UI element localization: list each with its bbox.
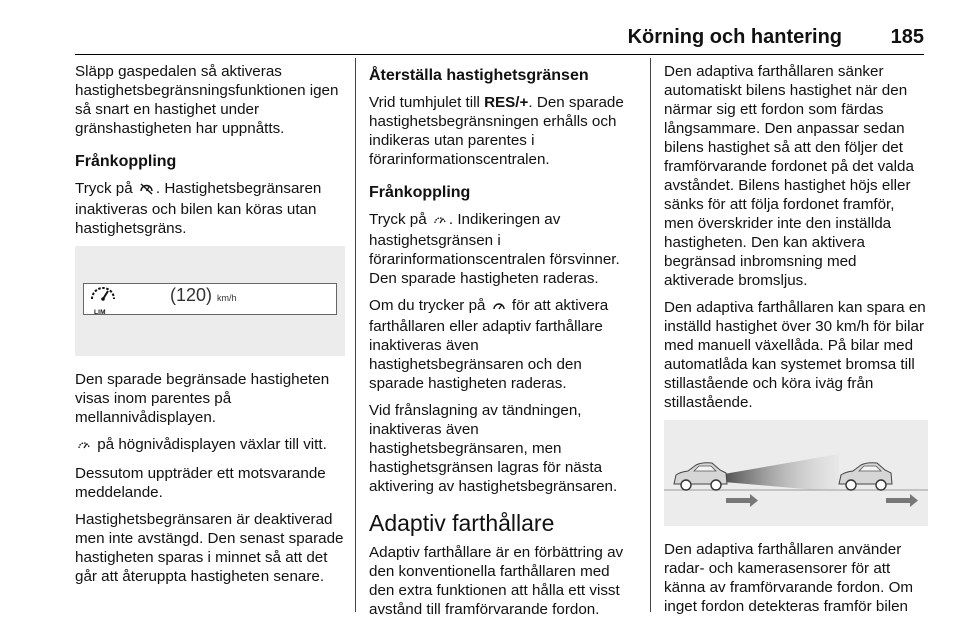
direction-arrow-icon [726, 494, 758, 507]
text: Tryck på [75, 180, 137, 197]
page-number: 185 [890, 26, 924, 48]
paragraph: Den adaptiva farthållaren använder radar- och kamerasensorer för att känna av framförvarande fordon. Om inget fordon detekteras framför bilen [664, 541, 914, 615]
paragraph: Den adaptiva farthållaren sänker automatiskt bilens hastighet när den närmar sig ett fordon som färdas långsammare. Den anpassar sedan bilens hastighet så att den följer det framförvarande fordonet på det valda avståndet. Bilens hastighet höjs eller sänks för att följa fordonet framför, men överskrider inte den inställda hastigheten. Den kan aktivera begränsad inbromsning med aktiverade bromsljus. [664, 63, 914, 289]
text: Vrid tumhjulet till [369, 94, 485, 111]
car-following-illustration [664, 420, 928, 526]
speed-limiter-symbol-icon [433, 212, 447, 231]
column-3 [664, 62, 928, 624]
paragraph [369, 93, 634, 169]
cruise-control-icon [492, 298, 506, 317]
paragraph: Släpp gaspedalen så aktiveras hastighetsbegränsningsfunktionen igen så snart en hastighet under gränshastigheten har uppnåtts. [75, 63, 339, 137]
text: på högnivådisplayen växlar till vitt. [93, 436, 327, 453]
text: . Hastighetsbegränsaren inaktiveras och bilen kan köras utan hastighetsgräns. [75, 180, 322, 237]
paragraph: Vid frånslagning av tändningen, inaktiveras även hastighetsbegränsaren, men hastighetsgränsen lagras för nästa aktivering av hastighetsbegränsaren. [369, 402, 618, 495]
heading-frankoppling: Frånkoppling [369, 184, 471, 201]
column-divider [355, 58, 356, 612]
radar-beam [724, 454, 839, 492]
paragraph: Den sparade begränsade hastigheten visas inom parentes på mellannivådisplayen. [75, 371, 330, 426]
own-car-icon [674, 463, 727, 490]
paragraph [75, 179, 345, 238]
paragraph [75, 435, 345, 456]
direction-arrow-icon [886, 494, 918, 507]
heading-frankoppling: Frånkoppling [75, 153, 177, 170]
column-divider [650, 58, 651, 612]
paragraph [369, 210, 634, 288]
adaptive-cruise-illustration [664, 420, 928, 526]
column-1 [75, 62, 345, 594]
header-rule [75, 54, 924, 55]
paragraph: Hastighetsbegränsaren är deaktiverad men inte avstängd. Den senast sparade hastigheten sparas i minnet så att det går att återuppta hastigheten senare. [75, 511, 344, 585]
column-2 [369, 62, 634, 627]
speed-limiter-symbol-icon [77, 437, 91, 456]
heading-adaptiv-farthallare: Adaptiv farthållare [369, 510, 555, 536]
text: . Den sparade hastighetsbegränsningen erhålls och indikeras utan parentes i förarinformationscentralen. [369, 94, 624, 168]
text: . Indikeringen av hastighetsgränsen i förarinformationscentralen försvinner. Den sparade hastigheten raderas. [369, 211, 620, 287]
display-illustration [75, 246, 345, 356]
text: Om du trycker på [369, 297, 490, 314]
paragraph: Den adaptiva farthållaren kan spara en inställd hastighet över 30 km/h för bilar med manuell växellåda. På bilar med automatlåda kan systemet bromsa till stillastående och köra iväg från stillastående. [664, 299, 926, 411]
paragraph [369, 296, 634, 393]
page-header [0, 0, 960, 56]
control-label: RES/+ [484, 94, 529, 111]
paragraph: Dessutom uppträder ett motsvarande meddelande. [75, 465, 326, 501]
speed-unit: km/h [217, 293, 237, 303]
lim-label: LIM [94, 309, 106, 316]
speed-limiter-off-icon [139, 181, 154, 200]
heading-aterstalla: Återställa hastighetsgränsen [369, 67, 589, 84]
speed-value: (120) [170, 285, 213, 305]
mid-level-display [83, 283, 337, 315]
stored-speed [170, 286, 237, 308]
text: för att aktivera farthållaren eller adaptiv farthållare inaktiveras även hastighetsbegränsaren och den sparade hastigheten raderas. [369, 297, 609, 392]
text: Tryck på [369, 211, 431, 228]
car-ahead-icon [839, 463, 892, 490]
paragraph: Adaptiv farthållare är en förbättring av den konventionella farthållaren med den extra funktionen att hålla ett visst avstånd till framförvarande fordon. [369, 544, 624, 618]
section-title: Körning och hantering [627, 26, 842, 48]
